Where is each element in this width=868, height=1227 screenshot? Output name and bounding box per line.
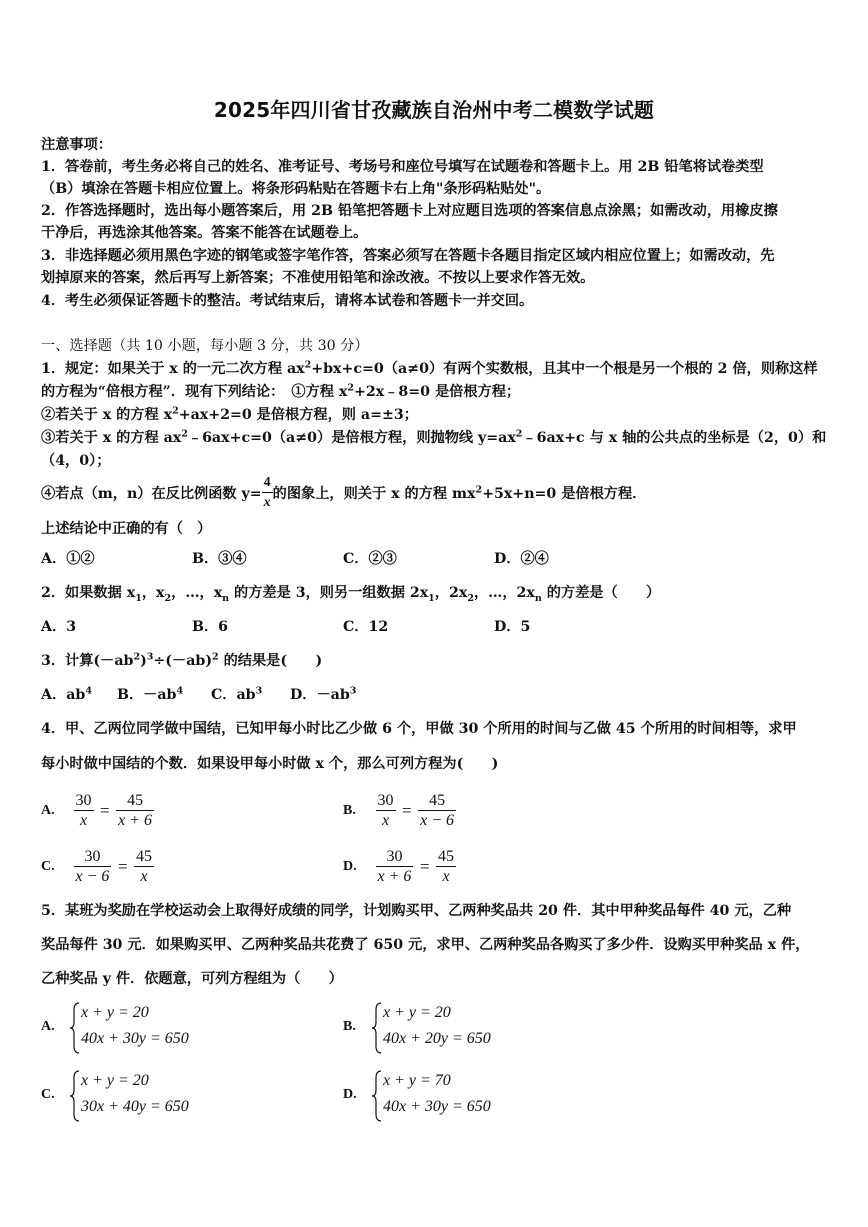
fraction: $\frac{45}{x}$ [438, 848, 455, 885]
q1-option-b: B．③④ [192, 551, 247, 567]
fraction: $\frac{45}{x - 6}$ [420, 792, 455, 829]
q4-option-c: C. $\frac{30}{x - 6}$ = $\frac{45}{x}$ [41, 848, 153, 885]
q1-line: 1．规定：如果关于 x 的一元二次方程 $ax^2+bx+c=0(a\ne 0)$有两个实数根，且其中一个根是另一个根的 2 倍，则称这样 [41, 359, 818, 377]
q4-option-b: B. $\frac{30}{x}$ = $\frac{45}{x - 6}$ [343, 792, 455, 829]
q5-option-b: B. x + y = 20 40x + 20y = 650 [343, 1000, 603, 1056]
q2-stem: 2．如果数据 $x_1$，$x_2$，…，$x_n$ 的方差是 3，则另一组数据 $2x_1$，$2x_2$，…，$2x_n$ 的方差是（ ） [41, 585, 661, 604]
fraction: $\frac{4}{x}$ [263, 475, 271, 510]
q2-option-c: C．12 [343, 619, 389, 635]
q5-stem-line: 奖品每件 30 元．如果购买甲、乙两种奖品共花费了 650 元，求甲、乙两种奖品各购买了多少件．设购买甲种奖品 x 件， [41, 937, 810, 953]
q3-option-c: C．$ab^3$ [211, 685, 263, 703]
fraction: $\frac{45}{x}$ [136, 848, 153, 885]
q5-option-a: A. x + y = 20 40x + 30y = 650 [41, 1000, 301, 1056]
q1-option-d: D．②④ [494, 551, 549, 567]
q3-option-d: D．$-ab^3$ [290, 685, 357, 703]
system-equation: 40x + 20y = 650 [383, 1030, 491, 1047]
q2-option-b: B．6 [192, 619, 229, 635]
q1-line: 的方程为“倍根方程”．现有下列结论： ①方程 $x^2+2x﹣8=0$ 是倍根方程； [41, 382, 521, 400]
fraction: $\frac{30}{x - 6}$ [75, 848, 110, 885]
brace-icon [371, 1070, 383, 1122]
system-equation: x + y = 70 [383, 1072, 451, 1089]
q5-stem-line: 5．某班为奖励在学校运动会上取得好成绩的同学，计划购买甲、乙两种奖品共 20 件．其中甲种奖品每件 40 元，乙种 [41, 903, 792, 919]
section-heading: 一、选择题（共 10 小题，每小题 3 分，共 30 分） [41, 338, 369, 354]
system-equation: x + y = 20 [383, 1004, 451, 1021]
fraction: $\frac{30}{x}$ [75, 792, 92, 829]
q3-option-a: A．$ab^4$ [41, 685, 92, 703]
fraction: $\frac{30}{x + 6}$ [377, 848, 412, 885]
system-equation: x + y = 20 [81, 1004, 149, 1021]
notice-line: 3．非选择题必须用黑色字迹的钢笔或签字笔作答，答案必须写在答题卡各题目指定区域内相应位置上；如需改动，先 [41, 248, 775, 264]
notice-heading: 注意事项： [41, 137, 112, 153]
brace-icon [69, 1002, 81, 1054]
fraction: $\frac{45}{x + 6}$ [118, 792, 153, 829]
notice-line: 4．考生必须保证答题卡的整洁。考试结束后，请将本试卷和答题卡一并交回。 [41, 293, 534, 309]
notice-line: 划掉原来的答案，然后再写上新答案；不准使用铅笔和涂改液。不按以上要求作答无效。 [41, 270, 595, 286]
notice-line: 1．答卷前，考生务必将自己的姓名、准考证号、考场号和座位号填写在试题卷和答题卡上。用 2B 铅笔将试卷类型 [41, 159, 764, 175]
q3-stem: 3．计算$(-ab^2)^3\div(-ab)^2$ 的结果是( ) [41, 651, 323, 669]
brace-icon [371, 1002, 383, 1054]
fraction: $\frac{30}{x}$ [377, 792, 394, 829]
q1-line: （4，0）； [41, 453, 111, 469]
system-equation: 40x + 30y = 650 [383, 1098, 491, 1115]
notice-line: 2．作答选择题时，选出每小题答案后，用 2B 铅笔把答题卡上对应题目选项的答案信息点涂黑；如需改动，用橡皮擦 [41, 203, 778, 219]
q4-stem-line: 每小时做中国结的个数．如果设甲每小时做 x 个，那么可列方程为( ) [41, 756, 499, 772]
q2-option-a: A．3 [41, 619, 77, 635]
q3-option-b: B．$-ab^4$ [117, 685, 184, 703]
brace-icon [69, 1070, 81, 1122]
q1-statement-2: ②若关于 x 的方程 $x^2+ax+2=0$ 是倍根方程，则 a=±3； [41, 405, 418, 423]
q5-option-d: D. x + y = 70 40x + 30y = 650 [343, 1068, 603, 1124]
system-equation: 40x + 30y = 650 [81, 1030, 189, 1047]
q5-option-c: C. x + y = 20 30x + 40y = 650 [41, 1068, 301, 1124]
q1-stem: 上述结论中正确的有（ ） [41, 521, 212, 537]
page-title: 2025年四川省甘孜藏族自治州中考二模数学试题 [213, 98, 655, 122]
q1-option-a: A．①② [41, 551, 95, 567]
q1-statement-4: ④若点（m，n）在反比例函数 y= $\frac{4}{x}$ 的图象上，则关于 x 的方程 $mx^2+5x+n=0$ 是倍根方程． [41, 475, 647, 510]
system-equation: x + y = 20 [81, 1072, 149, 1089]
notice-line: 干净后，再选涂其他答案。答案不能答在试题卷上。 [41, 225, 368, 241]
q4-option-a: A. $\frac{30}{x}$ = $\frac{45}{x + 6}$ [41, 792, 153, 829]
q2-option-d: D．5 [494, 619, 531, 635]
q1-statement-3: ③若关于 x 的方程 $ax^2﹣6ax+c=0(a\ne 0)$是倍根方程，则抛物线 $y=ax^2﹣6ax+c$ 与 x 轴的公共点的坐标是（2，0）和 [41, 428, 827, 446]
q1-option-c: C．②③ [343, 551, 397, 567]
q4-stem-line: 4．甲、乙两位同学做中国结，已知甲每小时比乙少做 6 个，甲做 30 个所用的时间与乙做 45 个所用的时间相等，求甲 [41, 721, 797, 737]
q5-stem-line: 乙种奖品 y 件．依题意，可列方程组为（ ） [41, 971, 343, 987]
system-equation: 30x + 40y = 650 [81, 1098, 189, 1115]
q4-option-d: D. $\frac{30}{x + 6}$ = $\frac{45}{x}$ [343, 848, 455, 885]
notice-line: （B）填涂在答题卡相应位置上。将条形码粘贴在答题卡右上角"条形码粘贴处"。 [41, 181, 551, 197]
